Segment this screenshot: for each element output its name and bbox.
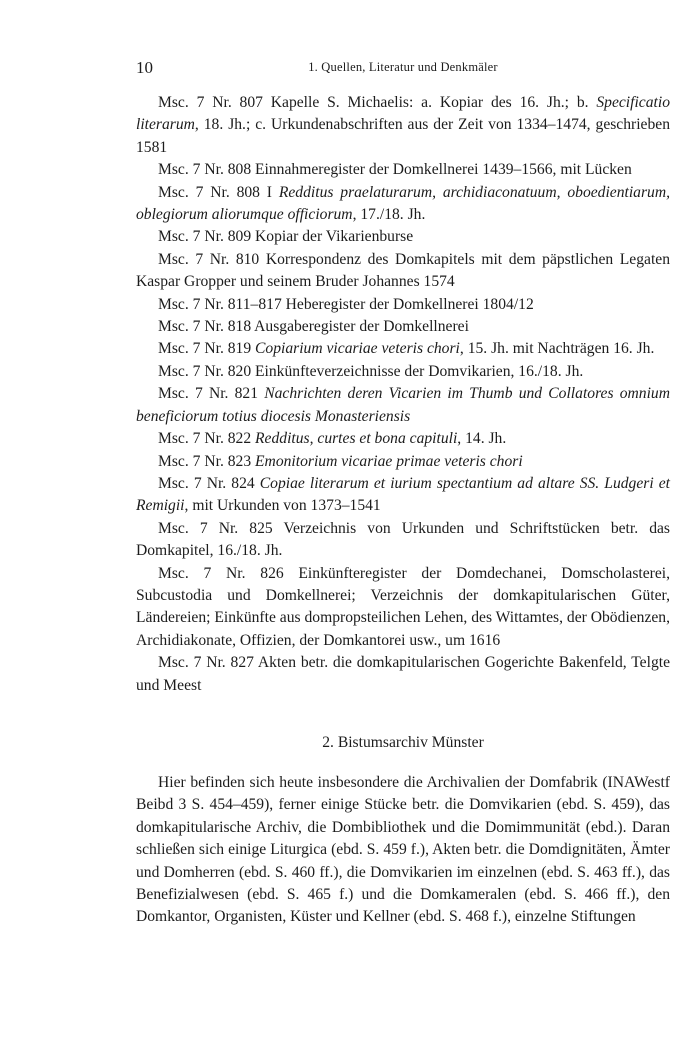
archive-entry <box>136 563 670 653</box>
archive-entry <box>136 652 670 697</box>
archive-entry <box>136 182 670 227</box>
entry-text: Msc. 7 Nr. 825 Verzeichnis von Urkunden und Schriftstücken betr. das Domkapitel, 16./18. Jh. <box>136 519 670 560</box>
entry-text: Msc. 7 Nr. 826 Einkünfteregister der Domdechanei, Domscholasterei, Subcustodia und Domkellnerei; Verzeichnis der domkapitularischen Güter, Ländereien; Einkünfte aus dompropsteilichen Lehen, des Wittamtes, der Obödienzen, Archidiakonate, Offizien, der Domkantorei usw., um 1616 <box>136 564 670 649</box>
entry-text: Msc. 7 Nr. 810 Korrespondenz des Domkapitels mit dem päpstlichen Legaten Kaspar Gropper und seinem Bruder Johannes 1574 <box>136 250 670 291</box>
archive-entry <box>136 383 670 428</box>
entry-text-suffix: , 17./18. Jh. <box>352 206 426 224</box>
section-body <box>136 772 670 929</box>
entry-text: Msc. 7 Nr. 808 I <box>158 183 279 201</box>
entry-latin-title: Specificatio literarum <box>136 94 670 134</box>
entry-text: Msc. 7 Nr. 822 <box>158 430 256 448</box>
archive-entry <box>136 249 670 294</box>
archive-entry <box>136 92 670 159</box>
page-header <box>136 58 670 80</box>
entry-latin-title: Nachrichten deren Vicarien im Thumb und Collatores omnium beneficiorum totius diocesis Monasteriensis <box>136 385 670 425</box>
entry-latin-title: Redditus, curtes et bona capituli <box>255 430 458 448</box>
section-heading: 2. Bistumsarchiv Münster <box>322 734 484 751</box>
page-number: 10 <box>136 58 153 77</box>
archive-entry <box>136 518 670 563</box>
entry-text: Msc. 7 Nr. 824 <box>158 474 260 492</box>
archive-entry <box>136 316 670 338</box>
entry-text-suffix: , 15. Jh. mit Nachträgen 16. Jh. <box>459 340 655 358</box>
entry-text: Msc. 7 Nr. 823 <box>158 452 256 470</box>
entry-text: Msc. 7 Nr. 827 Akten betr. die domkapitularischen Gogerichte Bakenfeld, Telgte und Meest <box>136 654 670 694</box>
archive-entry <box>136 473 670 518</box>
body-paragraph: Hier befinden sich heute insbesondere die Archivalien der Domfabrik (INAWestf Beibd 3 S. 454–459), ferner einige Stücke betr. die Domvikarien (ebd. S. 459), das domkapitularische Archiv, die Dombibliothek und die Domimmunität (ebd.). Daran schließen sich einige Liturgica (ebd. S. 459 f.), Akten betr. die Domdignitäten, Ämter und Domherren (ebd. S. 460 ff.), die Domvikarien im einzelnen (ebd. S. 463 ff.), das Benefizialwesen (ebd. S. 465 f.) und die Domkameralen (ebd. S. 466 ff.), den Domkantor, Organisten, Küster und Kellner (ebd. S. 468 f.), einzelne Stiftungen <box>136 774 670 926</box>
entry-latin-title: Redditus praelaturarum, archidiaconatuum, oboedientiarum, oblegiorum aliorumque officiorum <box>136 183 671 224</box>
entry-latin-title: Emonitorium vicariae primae veteris chori <box>255 452 523 470</box>
entry-text: Msc. 7 Nr. 808 Einnahmeregister der Domkellnerei 1439–1566, mit Lücken <box>158 161 632 179</box>
archive-entry <box>136 226 670 248</box>
archive-entry <box>136 451 670 473</box>
archive-entry <box>136 361 670 383</box>
archive-entry <box>136 159 670 181</box>
entry-latin-title: Copiarium vicariae veteris chori <box>255 340 460 358</box>
running-head: 1. Quellen, Literatur und Denkmäler <box>308 60 498 74</box>
entry-text: Msc. 7 Nr. 819 <box>158 340 256 358</box>
entry-text: Msc. 7 Nr. 818 Ausgaberegister der Domkellnerei <box>158 318 469 336</box>
entry-text-suffix: , 14. Jh. <box>457 430 507 448</box>
archive-entry <box>136 294 670 316</box>
entry-text: Msc. 7 Nr. 807 Kapelle S. Michaelis: a. Kopiar des 16. Jh.; b. <box>158 94 597 111</box>
archive-entry <box>136 428 670 450</box>
entry-text-suffix: , mit Urkunden von 1373–1541 <box>184 497 381 515</box>
entry-text: Msc. 7 Nr. 809 Kopiar der Vikarienburse <box>158 228 414 246</box>
archive-entry <box>136 338 670 360</box>
archive-entry-list <box>136 92 670 697</box>
entry-text: Msc. 7 Nr. 821 <box>158 385 265 403</box>
entry-text-suffix: , 18. Jh.; c. Urkundenabschriften aus der Zeit von 1334–1474, geschrieben 1581 <box>136 116 670 156</box>
entry-text: Msc. 7 Nr. 820 Einkünfteverzeichnisse der Domvikarien, 16./18. Jh. <box>158 362 584 380</box>
entry-text: Msc. 7 Nr. 811–817 Heberegister der Domkellnerei 1804/12 <box>158 295 534 313</box>
entry-latin-title: Copiae literarum et iurium spectantium ad altare SS. Ludgeri et Remigii <box>136 474 670 515</box>
